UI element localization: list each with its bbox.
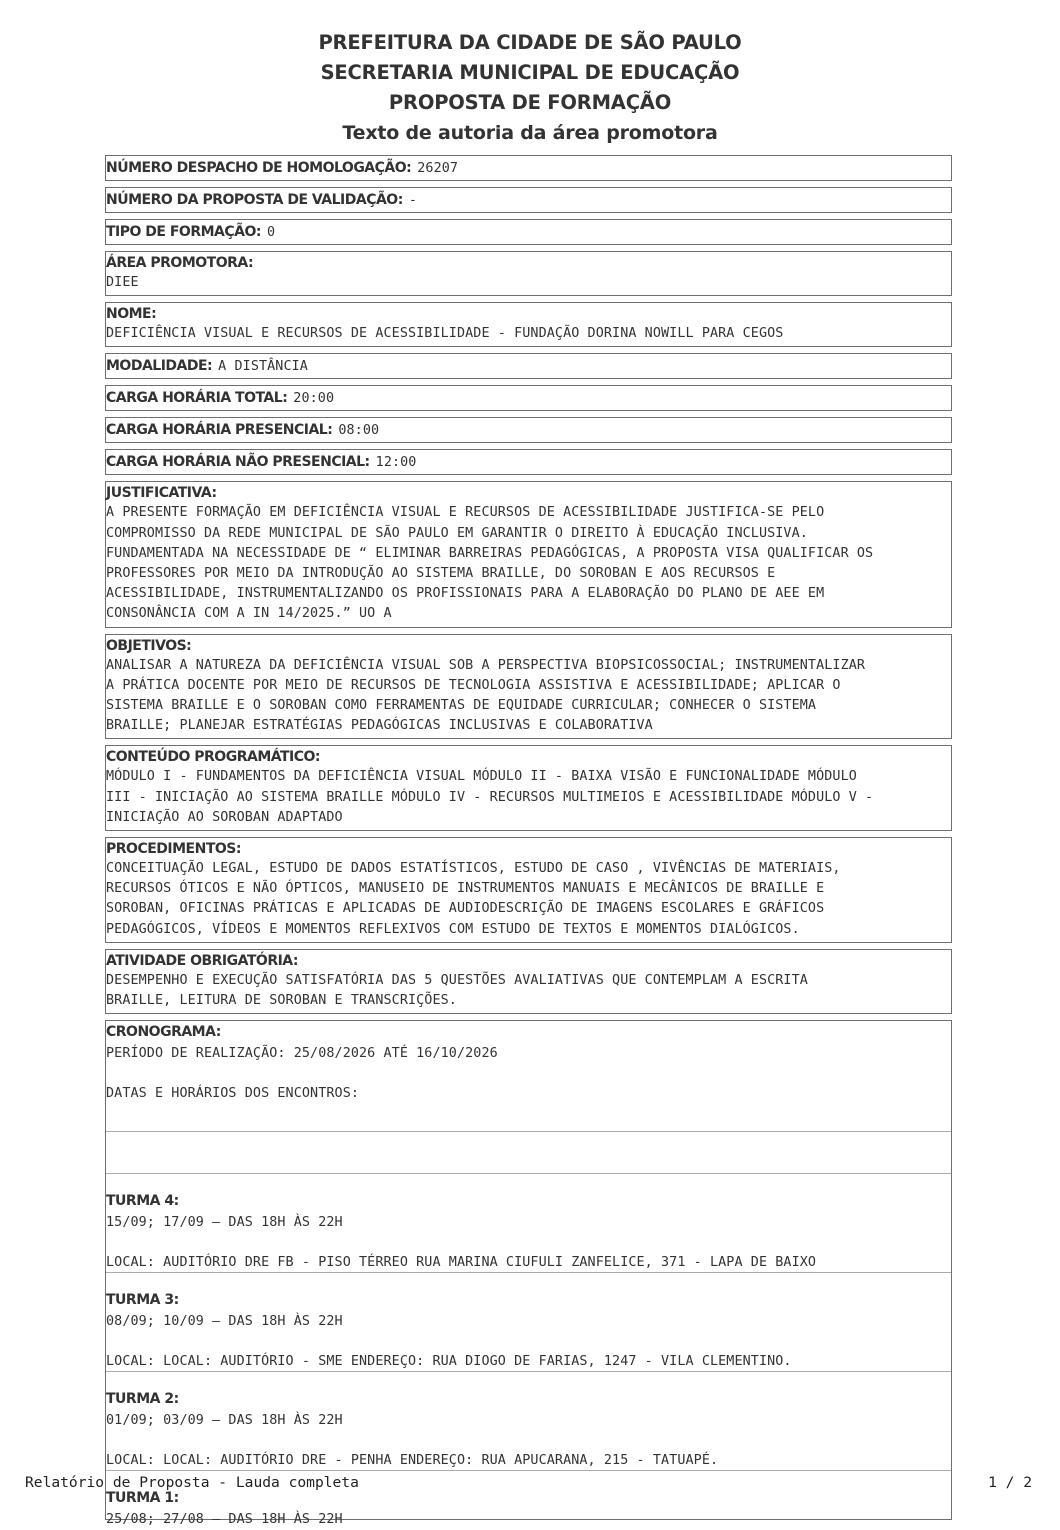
field-value: 26207 xyxy=(417,161,459,176)
field-label: ATIVIDADE OBRIGATÓRIA: xyxy=(106,952,298,969)
field-label: CARGA HORÁRIA PRESENCIAL: xyxy=(106,422,333,439)
field-label: CARGA HORÁRIA TOTAL: xyxy=(106,390,288,407)
field-value: DIEE xyxy=(106,275,139,290)
turma-horario: 01/09; 03/09 — DAS 18H ÀS 22H xyxy=(106,1412,343,1428)
field-nome xyxy=(105,302,952,347)
field-procedimentos xyxy=(105,837,952,943)
field-label: MODALIDADE: xyxy=(106,358,213,375)
field-despacho xyxy=(105,155,952,181)
turma-horario: 25/08; 27/08 — DAS 18H ÀS 22H xyxy=(106,1511,343,1527)
turma-label: TURMA 4: xyxy=(106,1192,179,1209)
field-value: DESEMPENHO E EXECUÇÃO SATISFATÓRIA DAS 5 QUESTÕES AVALIATIVAS QUE CONTEMPLAM A ESCRITA BRAILLE, LEITURA DE SOROBAN E TRANSCRIÇÕES. xyxy=(106,972,808,1009)
field-area-promotora xyxy=(105,251,952,296)
field-value: - xyxy=(408,193,417,208)
field-label: OBJETIVOS: xyxy=(106,637,192,654)
field-value: CONCEITUAÇÃO LEGAL, ESTUDO DE DADOS ESTATÍSTICOS, ESTUDO DE CASO , VIVÊNCIAS DE MATERIAIS, RECURSOS ÓTICOS E NÃO ÓPTICOS, MANUSEIO DE INSTRUMENTOS MANUAIS E MECÂNICOS DE BRAILLE E SOROBAN, OFICINAS PRÁTICAS E APLICADAS DE AUDIODESCRIÇÃO DE IMAGENS ESCOLARES E GRÁFICOS PEDAGÓGICOS, VÍDEOS E MOMENTOS REFLEXIVOS COM ESTUDO DE TEXTOS E MOMENTOS DIALÓGICOS. xyxy=(106,861,841,937)
field-value: DEFICIÊNCIA VISUAL E RECURSOS DE ACESSIBILIDADE - FUNDAÇÃO DORINA NOWILL PARA CEGOS xyxy=(106,326,784,342)
header-line-2: SECRETARIA MUNICIPAL DE EDUCAÇÃO xyxy=(320,61,740,84)
field-label: TIPO DE FORMAÇÃO: xyxy=(106,224,261,240)
turma-horario: 08/09; 10/09 — DAS 18H ÀS 22H xyxy=(106,1313,343,1329)
field-carga-nao-presencial xyxy=(105,449,952,475)
turma-row-3 xyxy=(106,1272,951,1371)
field-label: PROCEDIMENTOS: xyxy=(106,841,241,858)
proposal-form xyxy=(105,155,952,1526)
field-value: 20:00 xyxy=(293,391,335,407)
field-validacao xyxy=(105,187,952,213)
turma-local: LOCAL: LOCAL: AUDITÓRIO DRE - PENHA ENDEREÇO: RUA APUCARANA, 215 - TATUAPÉ. xyxy=(106,1452,719,1468)
page-footer xyxy=(25,1474,1032,1491)
page-number: 1 / 2 xyxy=(988,1474,1032,1491)
turma-horario: 15/09; 17/09 — DAS 18H ÀS 22H xyxy=(106,1214,343,1230)
footer-title: Relatório de Proposta - Lauda completa xyxy=(25,1474,359,1491)
field-value: A PRESENTE FORMAÇÃO EM DEFICIÊNCIA VISUAL E RECURSOS DE ACESSIBILIDADE JUSTIFICA-SE PELO COMPROMISSO DA REDE MUNICIPAL DE SÃO PAULO EM GARANTIR O DIREITO À EDUCAÇÃO INCLUSIVA. FUNDAMENTADA NA NECESSIDADE DE “ ELIMINAR BARREIRAS PEDAGÓGICAS, A PROPOSTA VISA QUALIFICAR OS PROFESSORES POR MEIO DA INTRODUÇÃO AO SISTEMA BRAILLE, DO SOROBAN E AOS RECURSOS E ACESSIBILIDADE, INSTRUMENTALIZANDO OS PROFISSIONAIS PARA A ELABORAÇÃO DO PLANO DE AEE EM CONSONÂNCIA COM A IN 14/2025.” UO A xyxy=(106,505,874,622)
cronograma-periodo: PERÍODO DE REALIZAÇÃO: 25/08/2026 ATÉ 16/10/2026 xyxy=(106,1046,498,1062)
field-value: 08:00 xyxy=(338,423,380,439)
field-atividade-obrigatoria xyxy=(105,949,952,1014)
field-label: CRONOGRAMA: xyxy=(106,1024,221,1041)
header-line-1: PREFEITURA DA CIDADE DE SÃO PAULO xyxy=(318,31,742,54)
field-value: A DISTÂNCIA xyxy=(218,359,308,375)
header-subtitle: Texto de autoria da área promotora xyxy=(342,122,718,144)
field-carga-total xyxy=(105,385,952,411)
field-label: ÁREA PROMOTORA: xyxy=(106,255,254,271)
turma-row-4 xyxy=(106,1173,951,1272)
field-justificativa xyxy=(105,481,952,627)
field-label: CONTEÚDO PROGRAMÁTICO: xyxy=(106,749,321,766)
field-label: JUSTIFICATIVA: xyxy=(106,485,217,502)
header-line-3: PROPOSTA DE FORMAÇÃO xyxy=(388,91,672,114)
field-label: CARGA HORÁRIA NÃO PRESENCIAL: xyxy=(106,454,370,471)
field-tipo xyxy=(105,219,952,245)
field-cronograma xyxy=(105,1020,952,1527)
cronograma-datas: DATAS E HORÁRIOS DOS ENCONTROS: xyxy=(106,1086,360,1102)
turma-spacer-row xyxy=(106,1131,951,1173)
turma-label: TURMA 3: xyxy=(106,1291,179,1308)
field-conteudo-programatico xyxy=(105,745,952,831)
field-label: NOME: xyxy=(106,306,157,323)
turma-local: LOCAL: LOCAL: AUDITÓRIO - SME ENDEREÇO: RUA DIOGO DE FARIAS, 1247 - VILA CLEMENTINO. xyxy=(106,1353,792,1369)
field-objetivos xyxy=(105,634,952,740)
field-value: ANALISAR A NATUREZA DA DEFICIÊNCIA VISUAL SOB A PERSPECTIVA BIOPSICOSSOCIAL; INSTRUMENTALIZAR A PRÁTICA DOCENTE POR MEIO DE RECURSOS DE TECNOLOGIA ASSISTIVA E ACESSIBILIDADE; APLICAR O SISTEMA BRAILLE E O SOROBAN COMO FERRAMENTAS DE EQUIDADE CURRICULAR; CONHECER O SISTEMA BRAILLE; PLANEJAR ESTRATÉGIAS PEDAGÓGICAS INCLUSIVAS E COLABORATIVA xyxy=(106,657,866,734)
field-value: 12:00 xyxy=(375,455,417,471)
field-label: NÚMERO DA PROPOSTA DE VALIDAÇÃO: xyxy=(106,192,403,208)
field-value: MÓDULO I - FUNDAMENTOS DA DEFICIÊNCIA VISUAL MÓDULO II - BAIXA VISÃO E FUNCIONALIDADE MÓDULO III - INICIAÇÃO AO SISTEMA BRAILLE MÓDULO IV - RECURSOS MULTIMEIOS E ACESSIBILIDADE MÓDULO V - INICIAÇÃO AO SOROBAN ADAPTADO xyxy=(106,769,874,825)
field-carga-presencial xyxy=(105,417,952,443)
document-header xyxy=(0,0,1060,148)
turma-label: TURMA 2: xyxy=(106,1390,179,1407)
turma-local: LOCAL: AUDITÓRIO DRE FB - PISO TÉRREO RUA MARINA CIUFULI ZANFELICE, 371 - LAPA DE BAIXO xyxy=(106,1254,817,1270)
field-label: NÚMERO DESPACHO DE HOMOLOGAÇÃO: xyxy=(106,160,412,176)
turma-label: TURMA 1: xyxy=(106,1489,179,1506)
field-modalidade xyxy=(105,353,952,379)
turma-row-2 xyxy=(106,1371,951,1470)
field-value: 0 xyxy=(266,225,276,240)
